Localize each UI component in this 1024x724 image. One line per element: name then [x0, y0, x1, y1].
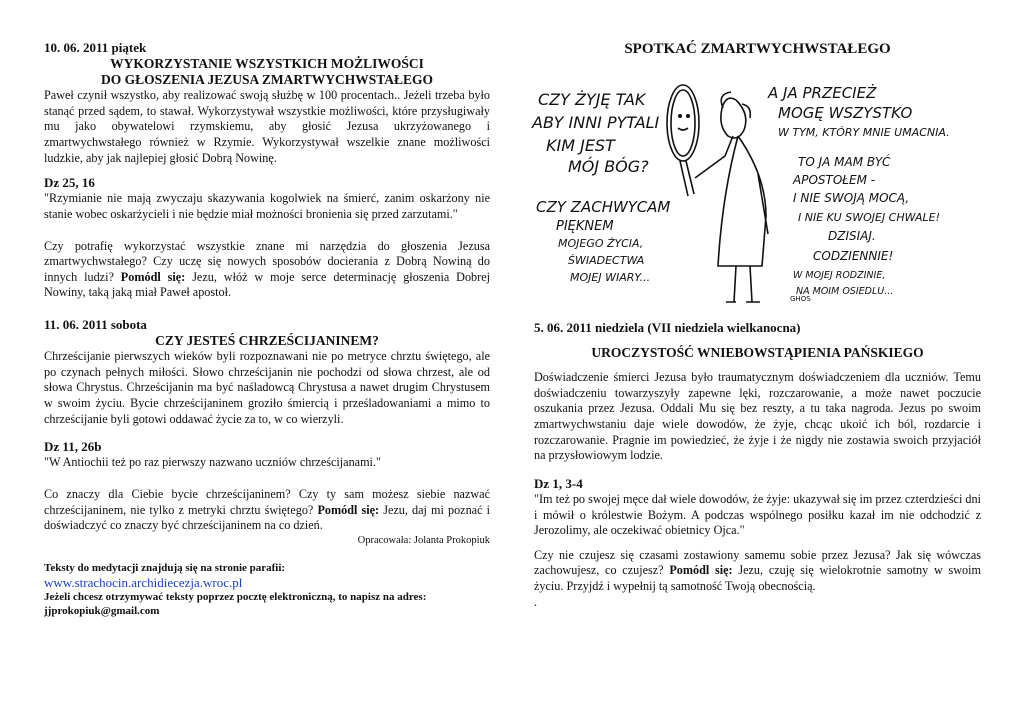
artist-signature: GHOS — [790, 295, 811, 303]
title-sunday: UROCZYSTOŚĆ WNIEBOWSTĄPIENIA PAŃSKIEGO — [591, 345, 924, 361]
handwritten-text: NA MOIM OSIEDLU... — [796, 286, 894, 297]
reflection-sunday — [534, 548, 981, 595]
quote-sunday: "Im też po swojej męce dał wiele dowodów, że żyje: ukazywał się im przez czterdzieści dni i mówił o królestwie Bożym. A podczas wspólnego posiłku kazał im nie odchodzić z Jerozolimy, ale oczekiwać obietnicy Ojca." — [534, 491, 981, 538]
reflection-friday-prayer: Jezu, włóż w moje serce determinację głoszenia Dobrej Nowiny, taką jaką miał Paweł apostoł. — [44, 269, 491, 300]
handwritten-text: MÓJ BÓG? — [568, 157, 649, 176]
right-column — [534, 320, 981, 610]
contact-email[interactable]: jjprokopiuk@gmail.com — [44, 604, 160, 617]
reflection-sunday-prayer: Jezu, czuję się wielokrotnie samotny w swoim życiu. Przyjdź i wypełnij tą samotność Twoją obecnością. — [534, 563, 982, 593]
trailing-dot: . — [534, 594, 538, 609]
handwritten-text: MOGĘ WSZYSTKO — [778, 104, 913, 122]
handwritten-text: I NIE KU SWOJEJ CHWALE! — [798, 211, 940, 224]
handwritten-text: A JA PRZECIEŻ — [768, 84, 877, 102]
handwritten-text: ŚWIADECTWA — [568, 254, 645, 267]
speech-bubble-left-top — [531, 90, 660, 176]
footer-email-info: Jeżeli chcesz otrzymywać teksty poprzez pocztę elektroniczną, to napisz na adres: — [44, 590, 427, 603]
title-saturday: CZY JESTEŚ CHRZEŚCIJANINEM? — [155, 333, 379, 349]
reference-dz-11-26b: Dz 11, 26b — [44, 439, 102, 455]
handwritten-text: W TYM, KTÓRY MNIE UMACNIA. — [778, 126, 950, 139]
handwritten-text: CZY ŻYJĘ TAK — [538, 90, 646, 109]
reflection-saturday-prayer: Jezu, daj mi poznać i doświadczyć co znaczy być chrześcijaninem na co dzień. — [44, 502, 490, 533]
date-sunday: 5. 06. 2011 niedziela (VII niedziela wielkanocna) — [534, 320, 801, 335]
right-column-header — [534, 40, 981, 58]
author-signature: Opracowała: Jolanta Prokopiuk — [357, 534, 490, 546]
paragraph-sunday: Doświadczenie śmierci Jezusa było traumatycznym doświadczeniem dla uczniów. Temu doświadczeniu towarzyszyły zapewne lęki, rozczarowanie, a może nawet poczucie oszukania przez Jezusa. Oddali Mu się bez reszty, a tu taka nagroda. Jezus po swoim zmartwychwstaniu daje wiele dowodów, że żyje, chcąc ukoić ich ból, rozdarcie i rozczarowanie. Pragnie im powiedzieć, że żyje i że nigdy nie zostawia swoich przyjaciół na przysłowiowym lodzie. — [534, 370, 981, 463]
illustration-figure-with-mirror — [528, 78, 988, 303]
reference-dz-25-16: Dz 25, 16 — [44, 175, 95, 191]
quote-saturday: "W Antiochii też po raz pierwszy nazwano uczniów chrześcijanami." — [44, 455, 381, 470]
reflection-saturday-question: Co znaczy dla Ciebie bycie chrześcijaninem? Czy ty sam możesz siebie nazwać chrześcijaninem, nie tylko z metryki chrztu świętego? — [44, 486, 490, 517]
pray-label: Pomódl się: — [120, 269, 186, 284]
date-friday: 10. 06. 2011 piątek — [44, 40, 147, 55]
handwritten-text: DZISIAJ. — [828, 229, 876, 243]
woman-figure-drawing — [695, 92, 768, 302]
parish-website-link[interactable]: www.strachocin.archidiecezja.wroc.pl — [44, 574, 243, 590]
handwritten-text: CZY ZACHWYCAM — [536, 198, 671, 216]
pray-label: Pomódl się: — [669, 563, 733, 578]
handwritten-text: ABY INNI PYTALI — [532, 113, 660, 132]
title-friday-line1: WYKORZYSTANIE WSZYSTKICH MOŻLIWOŚCI — [110, 56, 424, 72]
paragraph-saturday: Chrześcijanie pierwszych wieków byli rozpoznawani nie po metryce chrztu świętego, ale po czynach pełnych miłości. Słowo chrześcijanin nie pochodzi od słowa chrzest, ale od słowa Chrystus. Chrześcijanin ma być naśladowcą Chrystusa a nawet drugim Chrystusem w swoim życiu. Bycie chrześcijaninem groziło śmiercią i prześladowaniami a mimo to chrześcijanie byli gotowi oddawać życie za to, w co wierzyli. — [44, 349, 490, 426]
left-column — [44, 40, 490, 618]
handwritten-text: MOJEJ WIARY... — [570, 271, 651, 284]
quote-friday: "Rzymianie nie mają zwyczaju skazywania kogolwiek na śmierć, zanim oskarżony nie stanie wobec oskarżycieli i nie będzie miał możności bronienia się przed zarzutami." — [44, 191, 490, 221]
handwritten-text: TO JA MAM BYĆ — [798, 155, 891, 169]
page-title: SPOTKAĆ ZMARTWYCHWSTAŁEGO — [624, 41, 891, 57]
speech-bubble-left-bottom — [536, 198, 670, 284]
reflection-friday — [44, 239, 490, 301]
handwritten-text: MOJEGO ŻYCIA, — [558, 237, 644, 250]
reflection-sunday-question: Czy nie czujesz się czasami zostawiony samemu sobie przez Jezusa? Jak się wówczas zachowujesz, co czujesz? — [534, 547, 981, 578]
reference-dz-1-3-4: Dz 1, 3-4 — [534, 475, 583, 491]
speech-bubble-right-top — [767, 83, 950, 139]
handwritten-text: I NIE SWOJĄ MOCĄ, — [793, 191, 910, 205]
reflection-saturday — [44, 487, 490, 534]
handwritten-text: APOSTOŁEM - — [793, 173, 876, 187]
handwritten-text: KIM JEST — [546, 136, 615, 155]
title-friday-line2: DO GŁOSZENIA JEZUSA ZMARTWYCHWSTAŁEGO — [101, 72, 433, 88]
pray-label: Pomódl się: — [317, 502, 380, 517]
reflection-friday-question: Czy potrafię wykorzystać wszystkie znane mi narzędzia do głoszenia Jezusa zmartwychwstałego? Czy uczę się nowych sposobów docierania z Dobrą Nowiną do innych ludzi? — [44, 238, 490, 284]
handwritten-text: W MOJEJ RODZINIE, — [793, 270, 886, 281]
hand-mirror-drawing — [667, 85, 699, 196]
paragraph-friday: Paweł czynił wszystko, aby realizować swoją służbę w 100 procentach.. Jeżeli trzeba było stanąć przed sądem, to stawał. Wykorzystywał wszystkie możliwości, które przysługiwały mu jako obywatelowi rzymskiemu, aby głosić Jezusa ukrzyżowanego i zmartwychwstałego również w Rzymie. Wykorzystywał wszelkie znane możliwości ludzkie, aby jak najlepiej głosić Dobrą Nowinę. — [44, 88, 490, 165]
handwritten-text: CODZIENNIE! — [813, 249, 894, 263]
speech-bubble-right-bottom — [792, 154, 940, 297]
date-saturday: 11. 06. 2011 sobota — [44, 316, 147, 332]
handwritten-text: PIĘKNEM — [556, 219, 614, 234]
footer-parish-info: Teksty do medytacji znajdują się na stronie parafii: — [44, 561, 286, 574]
